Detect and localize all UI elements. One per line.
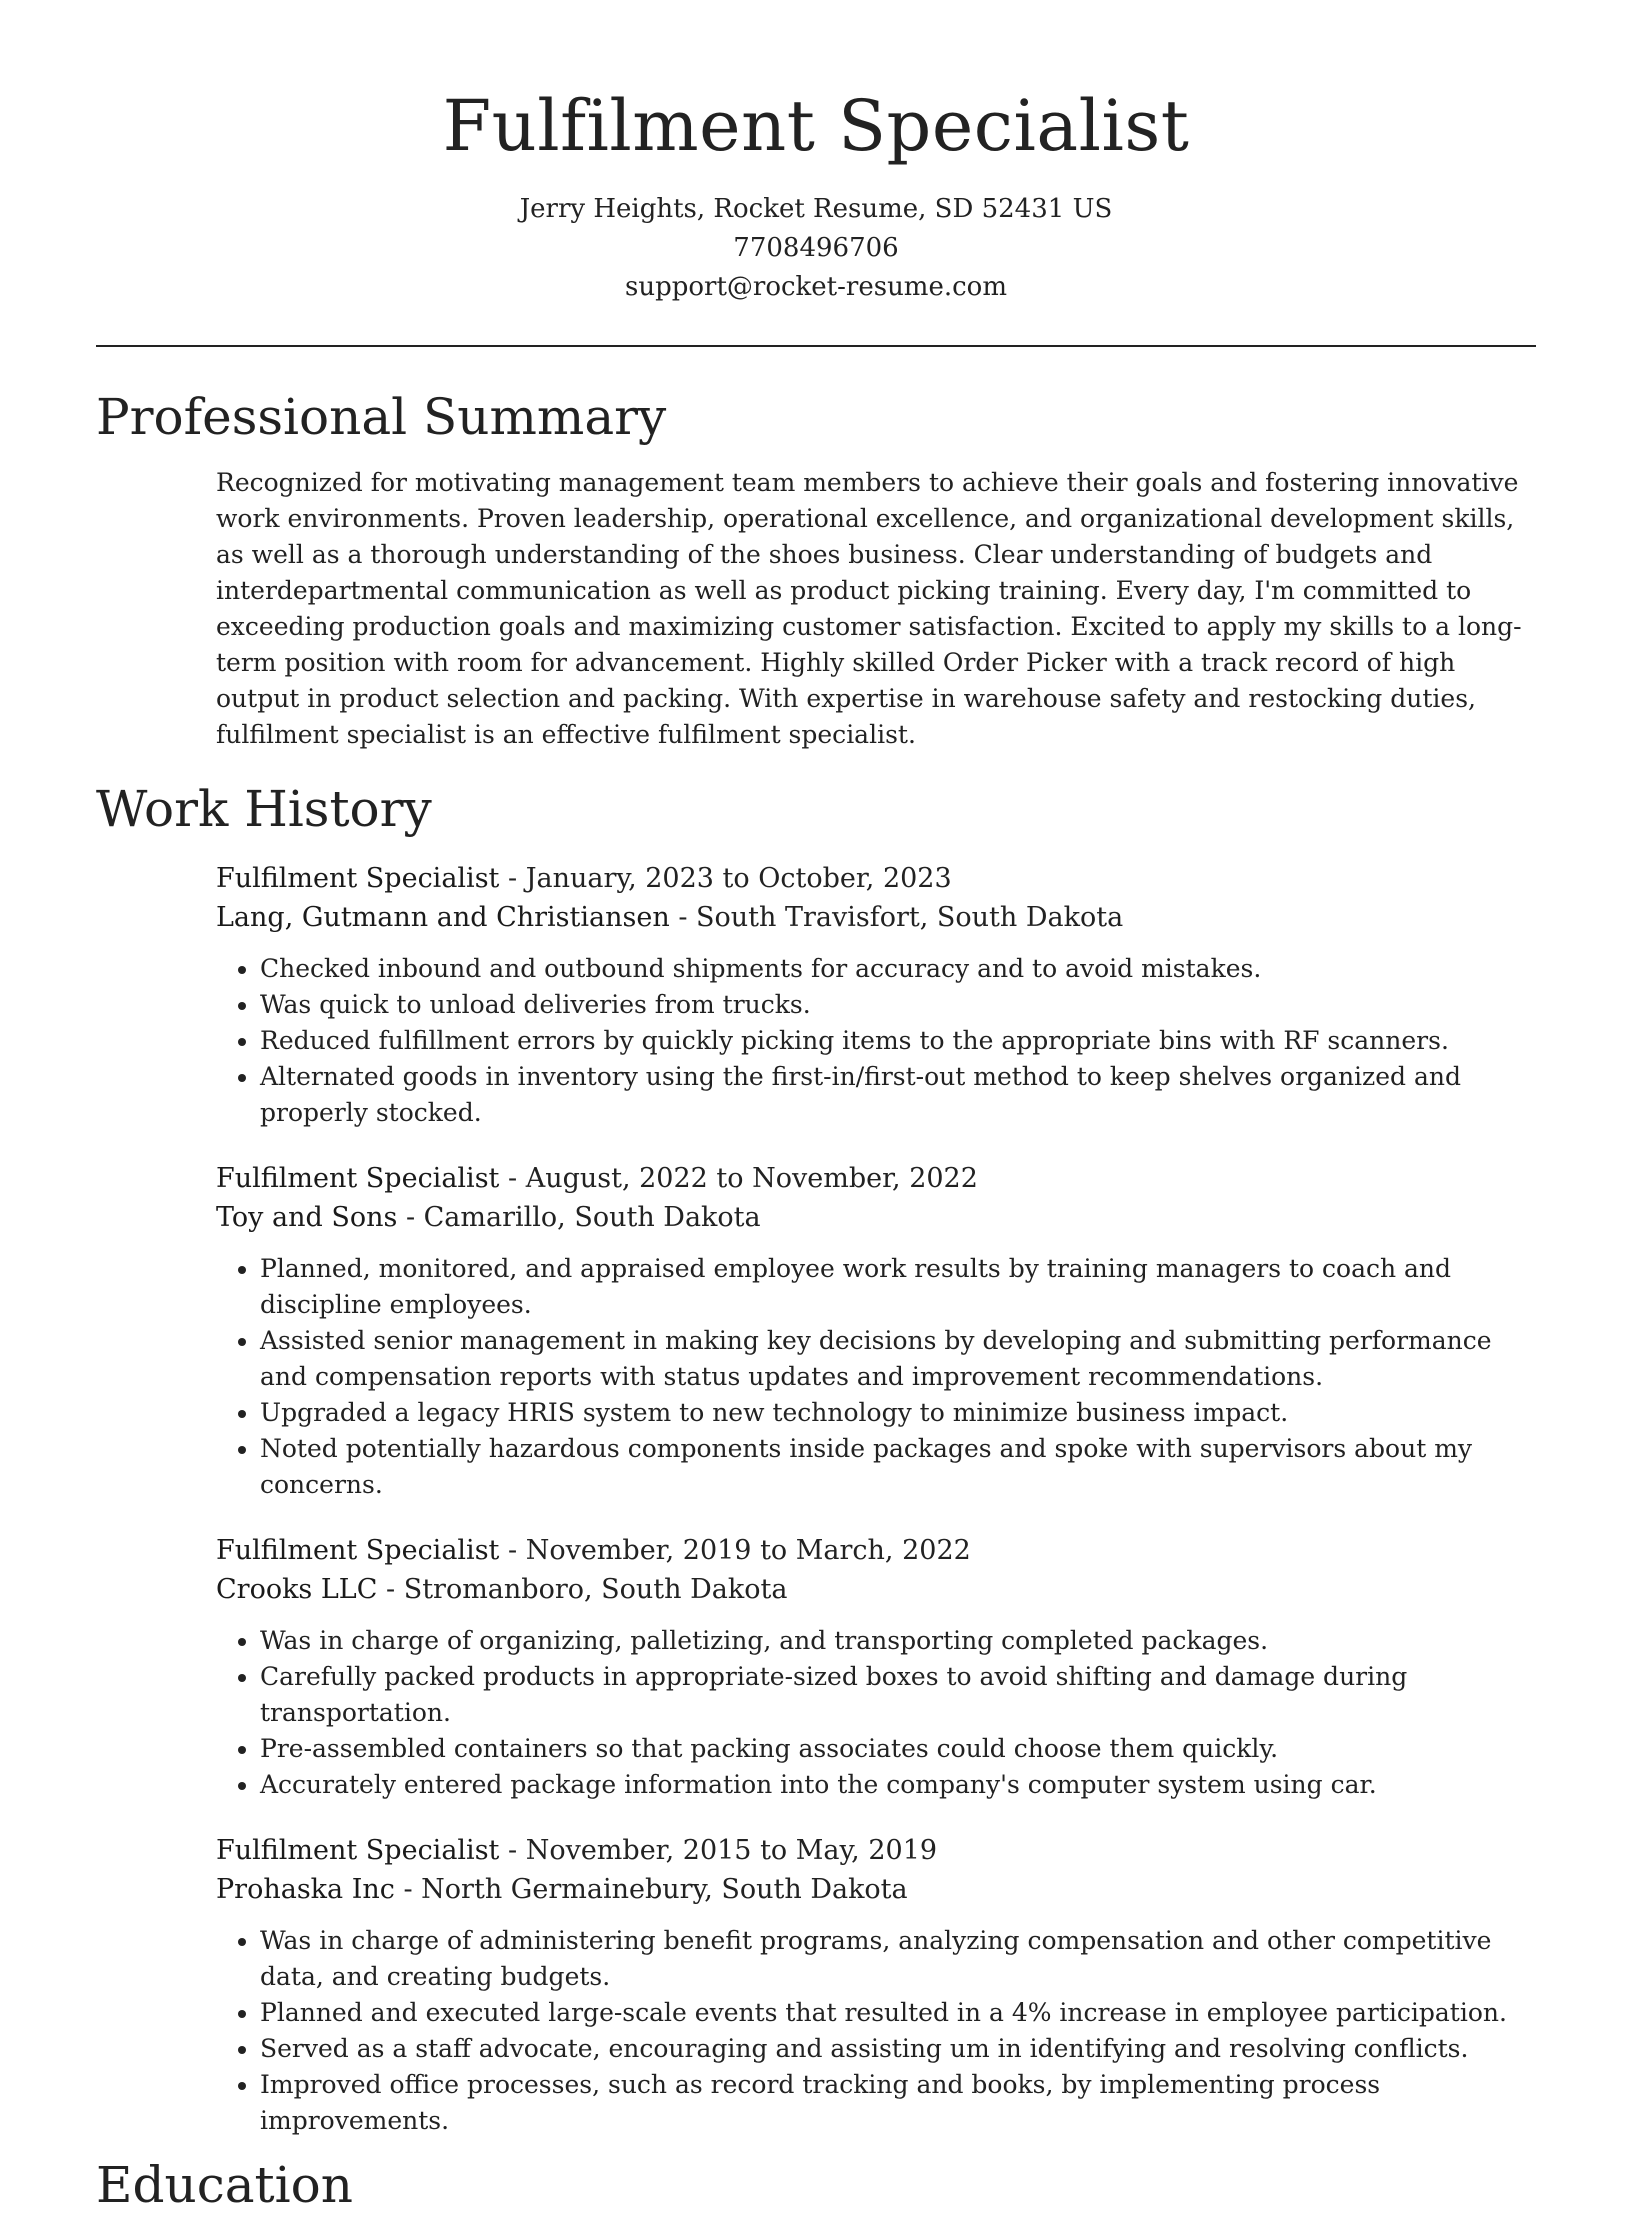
header-divider	[96, 345, 1536, 347]
summary-section	[216, 465, 1536, 753]
job-bullets	[216, 1251, 1536, 1503]
job-role: Fulfilment Specialist	[216, 1535, 500, 1566]
job-company-line	[216, 898, 1536, 937]
job-bullet: • Was quick to unload deliveries from trucks.	[260, 987, 1536, 1023]
job-role: Fulfilment Specialist	[216, 1163, 500, 1194]
job-bullet: • Planned, monitored, and appraised employee work results by training managers to coach and discipline employees.	[260, 1251, 1536, 1323]
job-role: Fulfilment Specialist	[216, 863, 500, 894]
job-location: - North Germainebury, South Dakota	[394, 1874, 908, 1905]
job-bullet: • Was in charge of organizing, palletizing, and transporting completed packages.	[260, 1623, 1536, 1659]
job-bullets	[216, 951, 1536, 1131]
job-bullet: • Checked inbound and outbound shipments for accuracy and to avoid mistakes.	[260, 951, 1536, 987]
address-text: Jerry Heights, Rocket Resume, SD 52431 US	[519, 194, 1113, 224]
candidate-name: Fulfilment Specialist	[442, 85, 1190, 167]
job-entry	[216, 1531, 1536, 1803]
job-entry	[216, 859, 1536, 1131]
summary-heading: Professional Summary	[96, 388, 667, 446]
job-bullet: • Served as a staff advocate, encouraging and assisting um in identifying and resolving conflicts.	[260, 2031, 1536, 2067]
job-company: Toy and Sons	[216, 1202, 398, 1233]
job-bullet: • Was in charge of administering benefit programs, analyzing compensation and other competitive data, and creating budgets.	[260, 1923, 1536, 1995]
job-company-line	[216, 1198, 1536, 1237]
work-history-section	[216, 859, 1536, 2139]
job-title-line	[216, 1531, 1536, 1570]
job-bullet: • Noted potentially hazardous components inside packages and spoke with supervisors about my concerns.	[260, 1431, 1536, 1503]
job-entry	[216, 1831, 1536, 2139]
job-bullets	[216, 1923, 1536, 2139]
job-entry	[216, 1159, 1536, 1503]
job-dates: - November, 2019 to March, 2022	[499, 1535, 971, 1566]
job-title-line	[216, 1831, 1536, 1870]
job-location: - Camarillo, South Dakota	[397, 1202, 761, 1233]
job-dates: - November, 2015 to May, 2019	[499, 1835, 938, 1866]
job-company: Prohaska Inc	[216, 1874, 395, 1905]
work-history-heading: Work History	[96, 780, 432, 838]
job-bullet: • Accurately entered package information into the company's computer system using car.	[260, 1767, 1536, 1803]
job-bullets	[216, 1623, 1536, 1803]
job-bullet: • Upgraded a legacy HRIS system to new technology to minimize business impact.	[260, 1395, 1536, 1431]
phone-text: 7708496706	[733, 233, 899, 263]
job-bullet: • Assisted senior management in making key decisions by developing and submitting performance and compensation reports with status updates and improvement recommendations.	[260, 1323, 1536, 1395]
job-company: Crooks LLC	[216, 1574, 378, 1605]
education-heading: Education	[96, 2156, 353, 2214]
job-company: Lang, Gutmann and Christiansen	[216, 902, 670, 933]
job-bullet: • Carefully packed products in appropriate-sized boxes to avoid shifting and damage during transportation.	[260, 1659, 1536, 1731]
job-dates: - August, 2022 to November, 2022	[499, 1163, 978, 1194]
email-link[interactable]: support@rocket-resume.com	[624, 272, 1007, 302]
job-location: - South Travisfort, South Dakota	[669, 902, 1124, 933]
job-location: - Stromanboro, South Dakota	[377, 1574, 788, 1605]
job-bullet: • Planned and executed large-scale events that resulted in a 4% increase in employee participation.	[260, 1995, 1536, 2031]
job-title-line	[216, 1159, 1536, 1198]
job-bullet: • Pre-assembled containers so that packing associates could choose them quickly.	[260, 1731, 1536, 1767]
job-title-line	[216, 859, 1536, 898]
job-company-line	[216, 1570, 1536, 1609]
job-bullet: • Alternated goods in inventory using the first-in/first-out method to keep shelves organized and properly stocked.	[260, 1059, 1536, 1131]
contact-info	[96, 190, 1536, 307]
job-role: Fulfilment Specialist	[216, 1835, 500, 1866]
job-company-line	[216, 1870, 1536, 1909]
job-bullet: • Improved office processes, such as record tracking and books, by implementing process improvements.	[260, 2067, 1536, 2139]
job-dates: - January, 2023 to October, 2023	[499, 863, 952, 894]
resume-page	[96, 0, 1536, 2215]
resume-header	[96, 0, 1536, 307]
job-bullet: • Reduced fulfillment errors by quickly picking items to the appropriate bins with RF scanners.	[260, 1023, 1536, 1059]
summary-text: Recognized for motivating management team members to achieve their goals and fostering innovative work environments. Proven leadership, operational excellence, and organizational development skills, as well as a thorough understanding of the shoes business. Clear understanding of budgets and interdepartmental communication as well as product picking training. Every day, I'm committed to exceeding production goals and maximizing customer satisfaction. Excited to apply my skills to a long-term position with room for advancement. Highly skilled Order Picker with a track record of high output in product selection and packing. With expertise in warehouse safety and restocking duties, fulfilment specialist is an effective fulfilment specialist.	[216, 468, 1522, 749]
